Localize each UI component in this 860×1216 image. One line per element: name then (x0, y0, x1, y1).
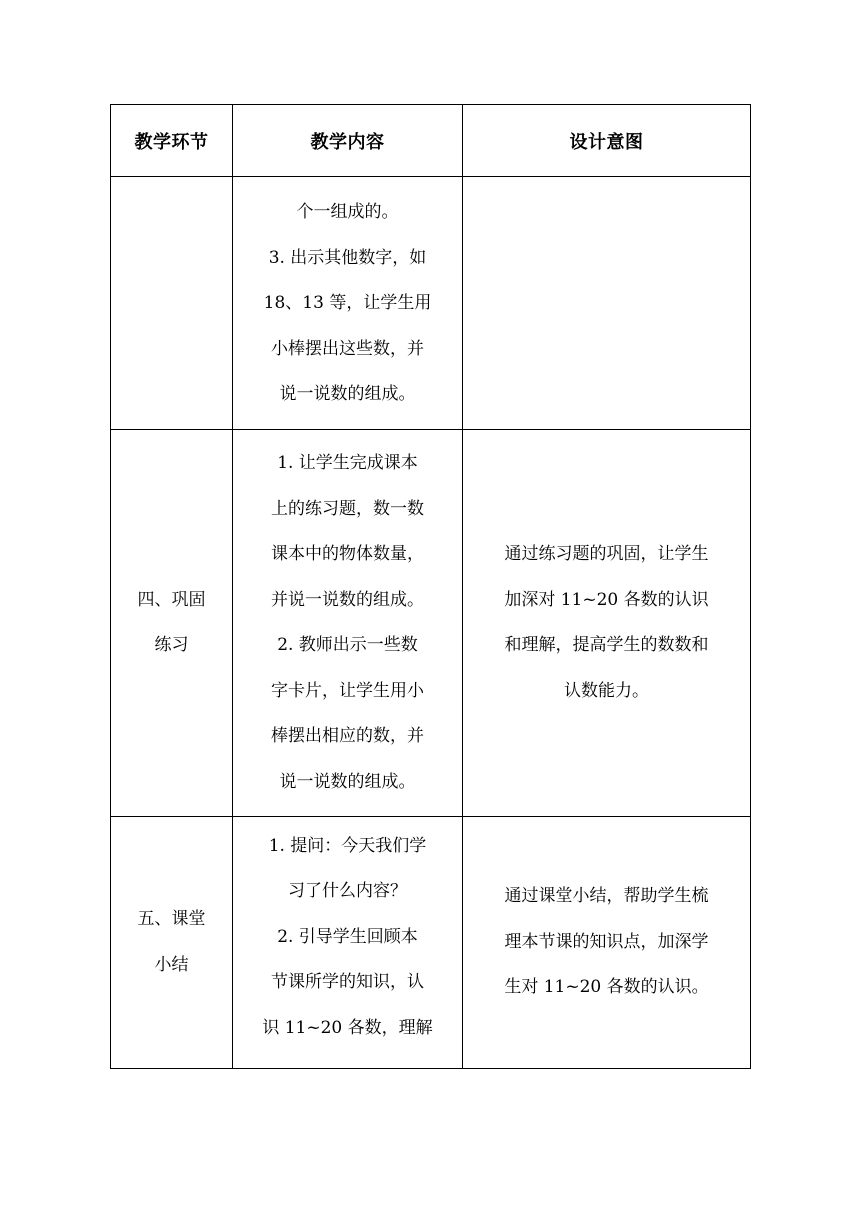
content-line: 说一说数的组成。 (279, 771, 416, 792)
content-line: 小棒摆出这些数，并 (271, 338, 424, 359)
stage-line: 四、巩固 (137, 589, 206, 610)
intent-line: 加深对 11~20 各数的认识 (504, 589, 709, 610)
stage-line: 练习 (154, 635, 189, 655)
stage-cell (111, 177, 233, 430)
intent-line: 认数能力。 (564, 680, 649, 701)
header-intent: 设计意图 (463, 105, 751, 177)
content-line: 识 11~20 各数，理解 (262, 1017, 433, 1038)
content-line: 3. 出示其他数字，如 (268, 247, 427, 268)
content-line: 课本中的物体数量， (271, 544, 424, 564)
content-line: 棒摆出相应的数，并 (271, 726, 424, 746)
intent-cell (463, 177, 751, 430)
header-content: 教学内容 (233, 105, 463, 177)
content-cell (233, 430, 463, 817)
content-line: 并说一说数的组成。 (271, 589, 424, 610)
intent-line: 和理解，提高学生的数数和 (504, 635, 709, 655)
lesson-plan-table (110, 104, 751, 1069)
content-line: 习了什么内容？ (288, 881, 407, 902)
stage-line: 五、课堂 (137, 909, 206, 929)
content-line: 2. 教师出示一些数 (277, 635, 418, 655)
stage-cell (111, 430, 233, 817)
content-line: 节课所学的知识，认 (271, 972, 424, 993)
content-line: 1. 让学生完成课本 (277, 453, 418, 473)
intent-line: 生对 11~20 各数的认识。 (504, 977, 709, 998)
intent-line: 通过课堂小结，帮助学生梳 (504, 886, 709, 907)
content-line: 1. 提问：今天我们学 (268, 835, 427, 856)
content-line: 18、13 等，让学生用 (263, 293, 432, 314)
content-line: 2. 引导学生回顾本 (277, 926, 418, 947)
table-row (111, 817, 751, 1069)
table-row (111, 177, 751, 430)
stage-line: 小结 (154, 954, 189, 975)
content-cell (233, 817, 463, 1069)
table-header-row (111, 105, 751, 177)
header-stage: 教学环节 (111, 105, 233, 177)
content-line: 个一组成的。 (296, 202, 399, 223)
intent-cell (463, 817, 751, 1069)
content-line: 字卡片，让学生用小 (271, 680, 424, 701)
table-row (111, 430, 751, 817)
intent-cell (463, 430, 751, 817)
content-cell (233, 177, 463, 430)
content-line: 上的练习题，数一数 (271, 498, 424, 519)
content-line: 说一说数的组成。 (279, 384, 416, 405)
intent-line: 通过练习题的巩固，让学生 (504, 544, 709, 564)
intent-line: 理本节课的知识点，加深学 (504, 931, 709, 952)
stage-cell (111, 817, 233, 1069)
